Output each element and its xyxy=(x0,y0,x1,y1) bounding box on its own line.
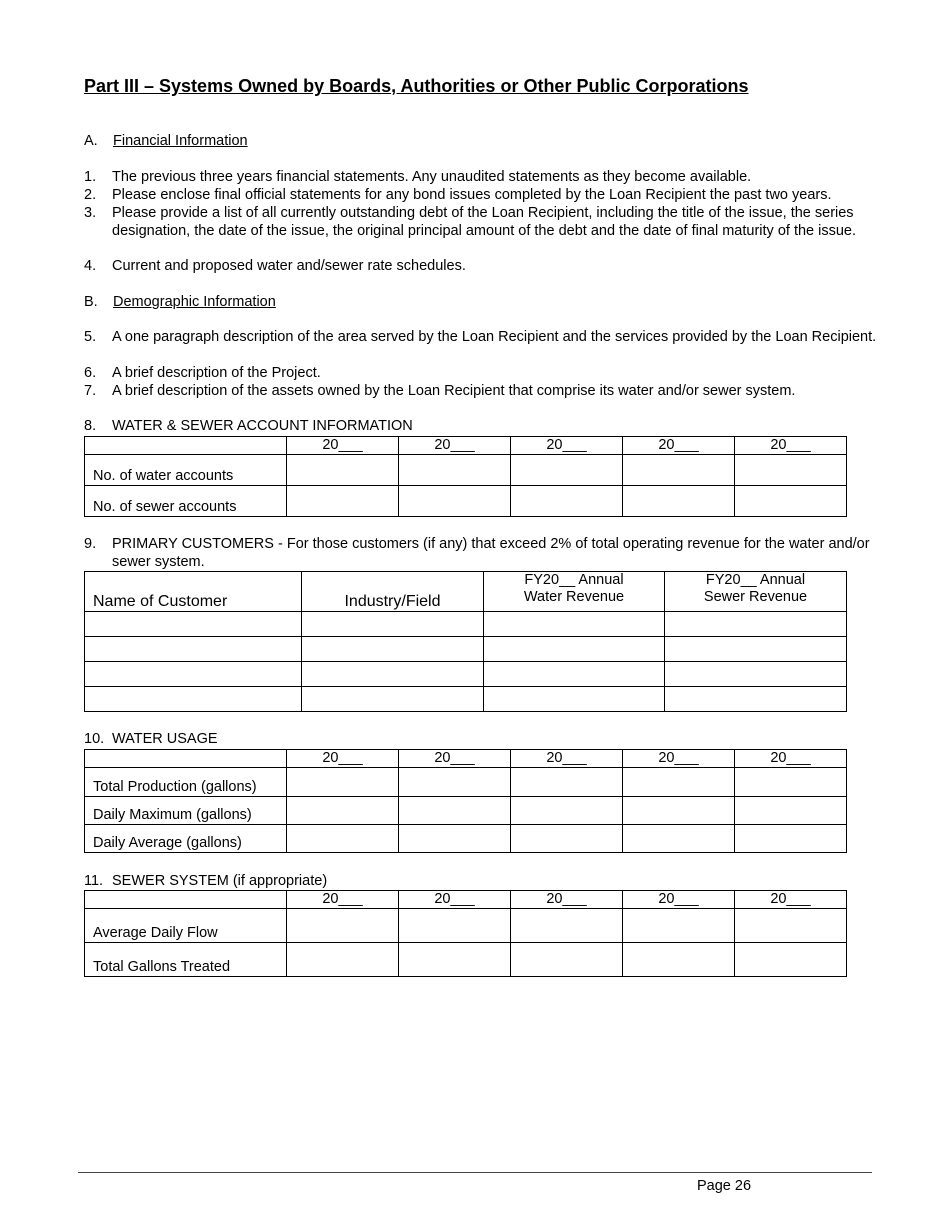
data-cell[interactable] xyxy=(484,637,665,662)
customers-heading xyxy=(84,536,884,572)
table-header-row xyxy=(85,891,847,909)
data-cell[interactable] xyxy=(511,825,623,853)
table-row xyxy=(85,612,847,637)
data-cell[interactable] xyxy=(511,909,623,943)
data-cell[interactable] xyxy=(511,768,623,797)
data-cell[interactable] xyxy=(665,687,847,712)
year-header: 20___ xyxy=(287,750,399,768)
data-cell[interactable] xyxy=(399,768,511,797)
data-cell[interactable] xyxy=(735,909,847,943)
data-cell[interactable] xyxy=(735,825,847,853)
row-label: Total Gallons Treated xyxy=(85,943,287,977)
data-cell[interactable] xyxy=(665,662,847,687)
data-cell[interactable] xyxy=(735,943,847,977)
data-cell[interactable] xyxy=(484,662,665,687)
year-header: 20___ xyxy=(735,437,847,455)
row-label: Total Production (gallons) xyxy=(85,768,287,797)
row-label: Daily Average (gallons) xyxy=(85,825,287,853)
accounts-table xyxy=(84,436,847,517)
year-header: 20___ xyxy=(735,750,847,768)
data-cell[interactable] xyxy=(287,943,399,977)
sewer-table xyxy=(84,890,847,977)
data-cell[interactable] xyxy=(484,687,665,712)
data-cell[interactable] xyxy=(287,768,399,797)
list-item xyxy=(84,205,884,241)
table-header-row xyxy=(85,437,847,455)
item-text: Current and proposed water and/sewer rate schedules. xyxy=(112,258,466,274)
data-cell[interactable] xyxy=(85,687,302,712)
section-b-label: Demographic Information xyxy=(113,294,276,310)
customers-title: PRIMARY CUSTOMERS - For those customers (if any) that exceed 2% of total operating revenue for the water and/or sewer system. xyxy=(112,536,870,570)
usage-number: 10. xyxy=(84,731,105,747)
year-header: 20___ xyxy=(735,891,847,909)
data-cell[interactable] xyxy=(287,455,399,486)
sewer-heading xyxy=(84,873,327,889)
year-header: 20___ xyxy=(287,437,399,455)
item-text: A one paragraph description of the area served by the Loan Recipient and the services provided by the Loan Recipient. xyxy=(112,329,877,345)
item-number: 5. xyxy=(84,329,97,345)
list-item xyxy=(84,258,884,276)
sewer-title: SEWER SYSTEM (if appropriate) xyxy=(112,873,328,889)
year-header: 20___ xyxy=(511,891,623,909)
col-sewer-revenue-line2: Sewer Revenue xyxy=(703,589,808,605)
data-cell[interactable] xyxy=(511,943,623,977)
year-header: 20___ xyxy=(399,437,511,455)
list-item xyxy=(84,383,884,401)
data-cell[interactable] xyxy=(623,455,735,486)
table-row xyxy=(85,825,847,853)
usage-table xyxy=(84,749,847,853)
data-cell[interactable] xyxy=(484,612,665,637)
item-number: 4. xyxy=(84,258,97,274)
data-cell[interactable] xyxy=(735,797,847,825)
section-a-heading xyxy=(84,133,248,149)
data-cell[interactable] xyxy=(85,662,302,687)
year-header: 20___ xyxy=(623,437,735,455)
data-cell[interactable] xyxy=(623,909,735,943)
row-label: No. of sewer accounts xyxy=(85,486,287,517)
col-name-of-customer: Name of Customer xyxy=(85,572,302,612)
data-cell[interactable] xyxy=(302,662,484,687)
year-header: 20___ xyxy=(623,750,735,768)
item-text: A brief description of the Project. xyxy=(112,365,321,381)
header-blank-cell xyxy=(85,750,287,768)
data-cell[interactable] xyxy=(665,612,847,637)
data-cell[interactable] xyxy=(399,797,511,825)
table-header-row xyxy=(85,750,847,768)
data-cell[interactable] xyxy=(399,909,511,943)
table-row xyxy=(85,797,847,825)
table-row xyxy=(85,662,847,687)
data-cell[interactable] xyxy=(399,943,511,977)
row-label: Daily Maximum (gallons) xyxy=(85,797,287,825)
data-cell[interactable] xyxy=(623,768,735,797)
data-cell[interactable] xyxy=(302,612,484,637)
col-industry-field: Industry/Field xyxy=(302,572,484,612)
list-item xyxy=(84,365,884,383)
item-number: 7. xyxy=(84,383,97,399)
data-cell[interactable] xyxy=(511,486,623,517)
data-cell[interactable] xyxy=(623,797,735,825)
col-sewer-revenue-line1: FY20__ Annual xyxy=(705,572,806,588)
header-blank-cell xyxy=(85,437,287,455)
data-cell[interactable] xyxy=(665,637,847,662)
page-title: Part III – Systems Owned by Boards, Authorities or Other Public Corporations xyxy=(84,76,749,96)
list-item xyxy=(84,169,884,187)
accounts-title: WATER & SEWER ACCOUNT INFORMATION xyxy=(112,418,413,434)
data-cell[interactable] xyxy=(735,486,847,517)
table-row xyxy=(85,909,847,943)
accounts-heading xyxy=(84,418,413,434)
table-header-row xyxy=(85,572,847,612)
item-text: Please enclose final official statements for any bond issues completed by the Loan Recipient the past two years. xyxy=(112,187,832,203)
table-row xyxy=(85,687,847,712)
item-text: A brief description of the assets owned by the Loan Recipient that comprise its water and/or sewer system. xyxy=(112,383,796,399)
data-cell[interactable] xyxy=(85,612,302,637)
data-cell[interactable] xyxy=(399,825,511,853)
data-cell[interactable] xyxy=(302,637,484,662)
year-header: 20___ xyxy=(399,891,511,909)
customers-number: 9. xyxy=(84,536,97,552)
item-number: 6. xyxy=(84,365,97,381)
data-cell[interactable] xyxy=(302,687,484,712)
year-header: 20___ xyxy=(623,891,735,909)
item-number: 1. xyxy=(84,169,97,185)
data-cell[interactable] xyxy=(287,797,399,825)
data-cell[interactable] xyxy=(511,455,623,486)
table-row xyxy=(85,637,847,662)
list-item xyxy=(84,329,884,347)
data-cell[interactable] xyxy=(287,486,399,517)
footer-divider xyxy=(78,1172,872,1173)
data-cell[interactable] xyxy=(623,825,735,853)
page-number: Page 26 xyxy=(697,1178,752,1194)
item-number: 2. xyxy=(84,187,97,203)
item-text: Please provide a list of all currently outstanding debt of the Loan Recipient, including the title of the issue, the series designation, the date of the issue, the original principal amount of the debt and the date of final maturity of the issue. xyxy=(112,205,857,239)
data-cell[interactable] xyxy=(511,797,623,825)
table-row xyxy=(85,455,847,486)
sewer-number: 11. xyxy=(84,873,104,889)
list-item xyxy=(84,187,884,205)
data-cell[interactable] xyxy=(623,943,735,977)
data-cell[interactable] xyxy=(399,486,511,517)
row-label: No. of water accounts xyxy=(85,455,287,486)
customers-table xyxy=(84,571,847,712)
row-label: Average Daily Flow xyxy=(85,909,287,943)
year-header: 20___ xyxy=(511,437,623,455)
section-b-letter: B. xyxy=(84,294,98,310)
section-a-letter: A. xyxy=(84,133,98,149)
data-cell[interactable] xyxy=(287,825,399,853)
section-b-heading xyxy=(84,294,276,310)
data-cell[interactable] xyxy=(735,455,847,486)
data-cell[interactable] xyxy=(735,768,847,797)
table-row xyxy=(85,768,847,797)
col-water-revenue xyxy=(484,572,665,612)
col-water-revenue-line2: Water Revenue xyxy=(523,589,625,605)
data-cell[interactable] xyxy=(399,455,511,486)
data-cell[interactable] xyxy=(623,486,735,517)
accounts-number: 8. xyxy=(84,418,97,434)
section-a-label: Financial Information xyxy=(113,133,248,149)
col-water-revenue-line1: FY20__ Annual xyxy=(524,572,624,588)
table-row xyxy=(85,486,847,517)
year-header: 20___ xyxy=(399,750,511,768)
item-number: 3. xyxy=(84,205,97,221)
usage-heading xyxy=(84,731,218,747)
header-blank-cell xyxy=(85,891,287,909)
usage-title: WATER USAGE xyxy=(112,731,218,747)
table-row xyxy=(85,943,847,977)
col-sewer-revenue xyxy=(665,572,847,612)
item-text: The previous three years financial statements. Any unaudited statements as they become available. xyxy=(112,169,752,185)
year-header: 20___ xyxy=(511,750,623,768)
data-cell[interactable] xyxy=(85,637,302,662)
data-cell[interactable] xyxy=(287,909,399,943)
year-header: 20___ xyxy=(287,891,399,909)
